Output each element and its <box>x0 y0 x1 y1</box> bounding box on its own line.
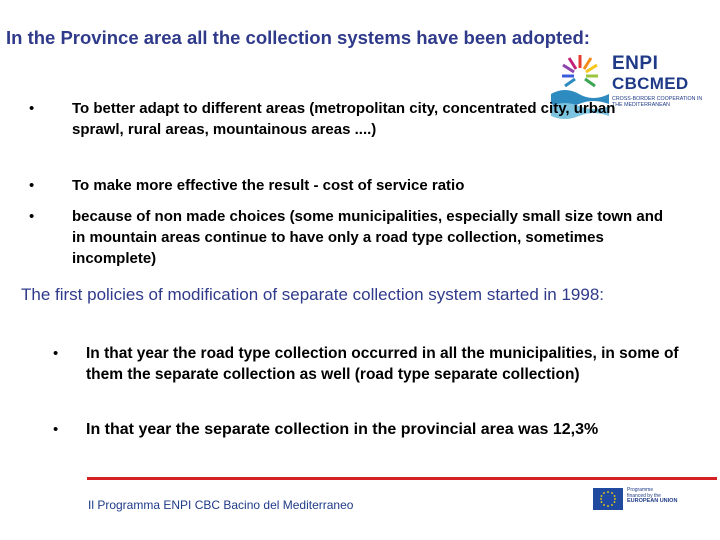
eu-line3: EUROPEAN UNION <box>627 498 678 504</box>
logo-line2: CBCMED <box>612 74 689 93</box>
logo-subtitle: CROSS-BORDER COOPERATION IN THE MEDITERRANEAN <box>612 96 703 108</box>
bullet-item <box>29 98 629 164</box>
bullet-marker: • <box>29 100 35 117</box>
section-heading: The first policies of modification of separate collection system started in 1998: <box>21 285 605 304</box>
eu-line2: financed by the <box>627 492 661 499</box>
footer-divider <box>87 477 717 480</box>
bullet-text: because of non made choices (some municipalities, especially small size town and in mountain areas continue to have only a road type collection, sometimes incomplete) <box>72 208 664 267</box>
bullet-item <box>53 419 713 441</box>
bullet-text: To make more effective the result - cost of service ratio <box>72 177 465 194</box>
eu-funding-label <box>627 488 707 505</box>
bullet-item <box>29 175 629 197</box>
slide-title: In the Province area all the collection systems have been adopted: <box>6 27 590 48</box>
bullet-item <box>53 343 713 409</box>
bullet-item <box>29 206 669 272</box>
eu-line1: Programme <box>627 487 654 493</box>
bullet-marker: • <box>53 345 59 362</box>
logo-line1: ENPI <box>612 53 659 74</box>
bullet-marker: • <box>29 208 35 225</box>
bullet-text: In that year the road type collection occurred in all the municipalities, in some of them the separate collection as well (road type separate collection) <box>86 345 679 383</box>
footer-text: Il Programma ENPI CBC Bacino del Mediterraneo <box>88 498 354 512</box>
bullet-text: To better adapt to different areas (metropolitan city, concentrated city, urban sprawl, rural areas, mountainous areas ....) <box>72 100 616 138</box>
bullet-marker: • <box>53 421 59 438</box>
bullet-marker: • <box>29 177 35 194</box>
eu-flag-icon <box>593 488 623 510</box>
bullet-text: In that year the separate collection in the provincial area was 12,3% <box>86 421 599 438</box>
